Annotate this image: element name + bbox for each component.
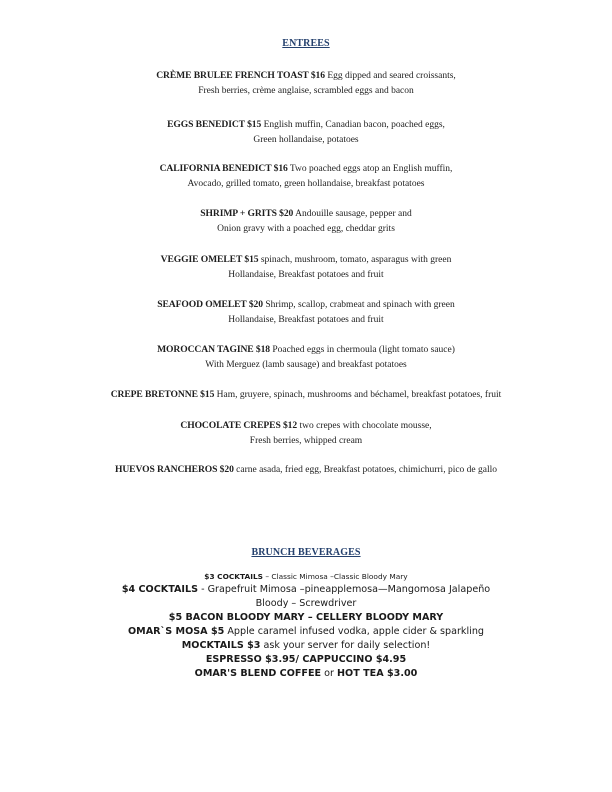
beverage-line xyxy=(0,612,612,623)
item-description: Egg dipped and seared croissants, xyxy=(324,71,456,81)
beverage-name: $5 BACON BLOODY MARY – CELLERY BLOODY MARY xyxy=(168,612,444,623)
item-name: HUEVOS RANCHEROS $20 xyxy=(114,464,234,475)
beverage-name: HOT TEA $3.00 xyxy=(337,668,418,679)
beverage-detail: - Grapefruit Mimosa –pineapplemosa—Mangomosa Jalapeño xyxy=(198,584,491,595)
beverage-line xyxy=(0,572,612,581)
beverage-detail: ask your server for daily selection! xyxy=(260,640,431,651)
beverage-detail: – Classic Mimosa –Classic Bloody Mary xyxy=(262,572,408,581)
menu-item xyxy=(0,68,612,99)
beverage-name: ESPRESSO $3.95/ CAPPUCCINO $4.95 xyxy=(205,654,407,665)
menu-item xyxy=(0,297,612,328)
item-description-2: Hollandaise, Breakfast potatoes and fruit xyxy=(228,315,384,325)
menu-item xyxy=(0,462,612,478)
item-description-2: Fresh berries, crème anglaise, scrambled eggs and bacon xyxy=(198,86,414,96)
item-description-2: Onion gravy with a poached egg, cheddar grits xyxy=(217,224,395,234)
menu-item xyxy=(0,252,612,283)
beverage-name: OMAR`S MOSA $5 xyxy=(128,626,225,637)
item-description-2: With Merguez (lamb sausage) and breakfast potatoes xyxy=(205,360,407,370)
item-description: spinach, mushroom, tomato, asparagus with green xyxy=(258,255,452,265)
menu-item xyxy=(0,161,612,192)
beverages-heading: BRUNCH BEVERAGES xyxy=(251,547,361,558)
item-name: EGGS BENEDICT $15 xyxy=(167,119,262,130)
menu-item xyxy=(0,342,612,373)
item-description: carne asada, fried egg, Breakfast potatoes, chimichurri, pico de gallo xyxy=(233,465,498,475)
item-description: Poached eggs in chermoula (light tomato sauce) xyxy=(269,345,455,355)
menu-item xyxy=(0,206,612,237)
item-description-2: Green hollandaise, potatoes xyxy=(253,135,359,145)
item-description-2: Hollandaise, Breakfast potatoes and fruit xyxy=(228,270,384,280)
beverage-name: $4 COCKTAILS xyxy=(121,584,199,595)
item-name: SEAFOOD OMELET $20 xyxy=(157,299,263,310)
item-description: Two poached eggs atop an English muffin, xyxy=(287,164,453,174)
item-name: VEGGIE OMELET $15 xyxy=(160,254,259,265)
menu-item xyxy=(0,387,612,403)
beverage-line xyxy=(0,654,612,665)
beverage-line xyxy=(0,640,612,651)
item-name: SHRIMP + GRITS $20 xyxy=(200,208,294,219)
item-name: CHOCOLATE CREPES $12 xyxy=(180,420,298,431)
item-description: English muffin, Canadian bacon, poached eggs, xyxy=(261,120,445,130)
item-description-2: Avocado, grilled tomato, green hollandaise, breakfast potatoes xyxy=(187,179,425,189)
entrees-heading: ENTREES xyxy=(282,38,330,49)
beverage-detail: Bloody – Screwdriver xyxy=(255,598,357,609)
item-name: CREPE BRETONNE $15 xyxy=(110,389,215,400)
beverage-detail: Apple caramel infused vodka, apple cider & sparkling xyxy=(224,626,484,637)
item-description: Ham, gruyere, spinach, mushrooms and béchamel, breakfast potatoes, fruit xyxy=(214,390,502,400)
item-description: two crepes with chocolate mousse, xyxy=(297,421,432,431)
beverage-name: $3 COCKTAILS xyxy=(204,572,263,581)
beverage-name: OMAR'S BLEND COFFEE xyxy=(194,668,322,679)
item-description: Shrimp, scallop, crabmeat and spinach with green xyxy=(262,300,455,310)
menu-item xyxy=(0,117,612,148)
item-name: CALIFORNIA BENEDICT $16 xyxy=(159,163,288,174)
beverage-connector: or xyxy=(321,668,338,679)
item-description: Andouille sausage, pepper and xyxy=(293,209,412,219)
beverage-name: MOCKTAILS $3 xyxy=(181,640,261,651)
beverage-line xyxy=(0,584,612,595)
beverage-line xyxy=(0,598,612,609)
item-name: CRÈME BRULEE FRENCH TOAST $16 xyxy=(156,70,325,81)
item-description-2: Fresh berries, whipped cream xyxy=(249,436,363,446)
beverage-line xyxy=(0,626,612,637)
beverage-line xyxy=(0,668,612,679)
item-name: MOROCCAN TAGINE $18 xyxy=(157,344,270,355)
menu-item xyxy=(0,418,612,449)
